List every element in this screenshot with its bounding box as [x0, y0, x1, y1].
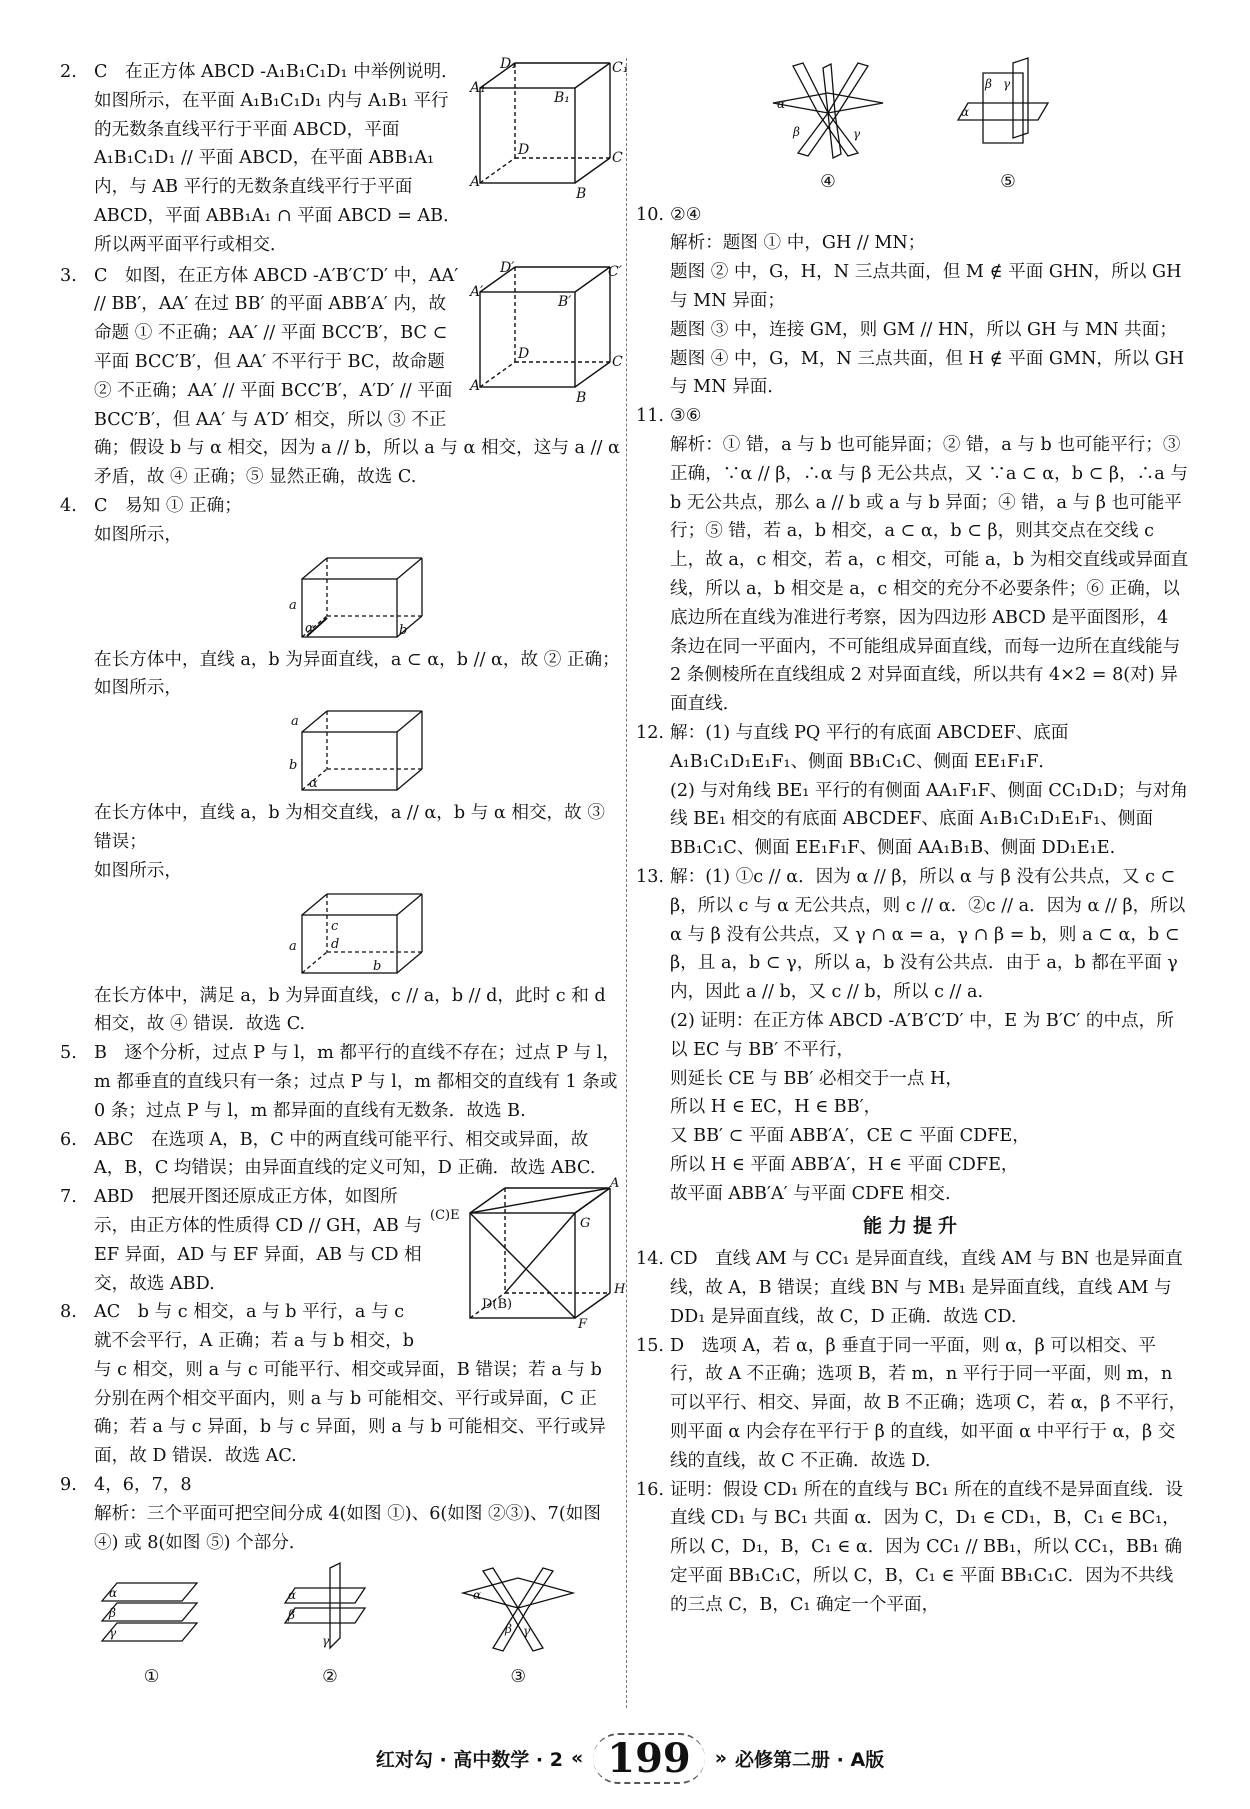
svg-text:C′: C′	[608, 263, 622, 280]
answer-item-2: 2. D₁ C₁ A₁ B₁ D C A B C 在正方体 ABCD -A₁B₁C₁D₁ 中举例说明．如图所示，在平面 A₁B₁C₁D₁ 内与 A₁B₁ 平行的无数条直线平行于平面 ABCD，平面 A₁B₁C₁D₁ // 平面 ABCD，在平面 ABB₁A₁ 内，与 AB 平行的无数条直线平行于平面 ABCD，平面 ABB₁A₁ ∩ 平面 ABCD = AB．所以两平面平行或相交．	[60, 56, 629, 255]
footer-right-quote: »	[714, 1747, 728, 1769]
svg-text:A: A	[610, 1176, 620, 1192]
svg-text:β: β	[505, 1622, 513, 1637]
svg-text:A: A	[470, 377, 481, 394]
item-number: 4.	[60, 495, 77, 516]
item-number: 9.	[60, 1475, 77, 1496]
item-number: 7.	[60, 1187, 77, 1208]
item-number: 12.	[636, 722, 664, 743]
figure-label: ③	[510, 1667, 527, 1688]
svg-text:C₁: C₁	[612, 60, 629, 76]
item-number: 13.	[636, 866, 664, 887]
svg-text:D′: D′	[500, 259, 515, 276]
answer-item-11: 11. ③⑥ 解析：① 错，a 与 b 也可能异面；② 错，a 与 b 也可能平行；③ 正确，∵α // β，∴α 与 β 无公共点，又 ∵a ⊂ α，b ⊂ β，∴a 与 b 无公共点，那么 a // b 或 a 与 b 异面；④ 错，a 与 β 也可能平行；⑤ 错，若 a，b 相交，a ⊂ α，b ⊂ β，则其交点在交线 c 上，故 a，c 相交，若 a，c 相交，可能 a，b 为相交直线或异面直线，所以 a，b 相交是 a，c 相交的充分不必要条件；⑥ 正确，以底边所在直线为准进行考察，因为四边形 ABCD 是平面图形，4 条边在同一平面内，不可能组成异面直线，而每一边所在直线能与 2 条侧棱所在直线组成 2 对异面直线，所以共有 4×2 = 8(对) 异面直线．	[636, 402, 1190, 719]
item-number: 14.	[636, 1249, 664, 1270]
item-number: 2.	[60, 62, 77, 82]
answer-item-7: 7. (C)E A G H D(B) F ABD 把展开图还原成正方体，如图所示，由正方体的性质得 CD // GH，AB 与 EF 异面，AD 与 EF 异面，AB 与 CD 相交，故选 ABD.	[60, 1183, 620, 1298]
svg-text:γ: γ	[1003, 77, 1011, 91]
svg-text:G: G	[580, 1216, 591, 1232]
page-number: 199	[593, 1733, 705, 1784]
cube-figure-2	[470, 259, 623, 417]
footer-left-quote: «	[570, 1747, 584, 1769]
svg-text:B′: B′	[558, 293, 572, 310]
answer-item-14: 14. CD 直线 AM 与 CC₁ 是异面直线，直线 AM 与 BN 也是异面直线，故 A，B 错误；直线 BN 与 MB₁ 是异面直线，直线 AM 与 DD₁ 是异面直线，故 C，D 正确．故选 CD.	[636, 1245, 1190, 1331]
svg-text:B₁: B₁	[554, 90, 570, 106]
planes-figure-5	[953, 58, 1063, 197]
svg-text:a: a	[289, 597, 297, 613]
svg-text:c: c	[331, 918, 339, 934]
svg-text:β: β	[793, 125, 800, 139]
svg-text:β: β	[287, 1608, 295, 1623]
svg-text:B: B	[576, 389, 587, 406]
answer-item-12: 12. 解：(1) 与直线 PQ 平行的有底面 ABCDEF、底面 A₁B₁C₁D₁E₁F₁、侧面 BB₁C₁C、侧面 EE₁F₁F． (2) 与对角线 BE₁ 平行的有侧面 AA₁F₁F、侧面 CC₁D₁D；与对角线 BE₁ 相交的有底面 ABCDEF、底面 A₁B₁C₁D₁E₁F₁、侧面 BB₁C₁C、侧面 EE₁F₁F、侧面 AA₁B₁B、侧面 DD₁E₁E.	[636, 719, 1190, 863]
answer-item-10: 10. ②④ 解析：题图 ① 中，GH // MN； 题图 ② 中，G，H，N 三点共面，但 M ∉ 平面 GHN，所以 GH 与 MN 异面； 题图 ③ 中，连接 GM，则 GM // HN，所以 GH 与 MN 共面； 题图 ④ 中，G，M，N 三点共面，但 H ∉ 平面 GMN，所以 GH 与 MN 异面．	[636, 201, 1190, 403]
svg-text:D₁: D₁	[500, 56, 517, 72]
svg-text:B: B	[576, 186, 587, 202]
item-number: 6.	[60, 1129, 77, 1150]
svg-text:β: β	[985, 77, 992, 91]
cuboid-figure-b	[94, 707, 620, 795]
item-number: 5.	[60, 1043, 77, 1064]
planes-figure-1	[97, 1573, 207, 1692]
svg-text:α: α	[777, 97, 786, 111]
svg-text:d: d	[331, 936, 340, 952]
item-number: 10.	[636, 204, 664, 225]
svg-text:b: b	[373, 958, 382, 974]
svg-text:A′: A′	[470, 283, 484, 300]
figure-label: ④	[820, 171, 836, 192]
svg-text:α: α	[287, 1588, 297, 1603]
item-number: 11.	[636, 406, 664, 427]
planes-figure-3	[453, 1563, 583, 1692]
svg-text:A: A	[470, 174, 481, 190]
footer-book-title: 红对勾 · 高中数学 · 2	[375, 1748, 563, 1771]
svg-text:γ: γ	[853, 127, 861, 141]
cuboid-figure-c	[94, 890, 620, 978]
svg-text:C: C	[612, 150, 623, 166]
svg-text:α: α	[305, 620, 314, 636]
svg-text:b: b	[289, 758, 298, 774]
figure-label: ⑤	[1000, 171, 1016, 192]
cuboid-figure-a	[94, 554, 620, 642]
figure-label: ①	[143, 1667, 160, 1688]
svg-text:(C)E: (C)E	[430, 1208, 460, 1224]
answer-item-13: 13. 解：(1) ①c // α．因为 α // β，所以 α 与 β 没有公共点，又 c ⊂ β，所以 c 与 α 无公共点，则 c // α．②c // a．因为 α // β，所以 α 与 β 没有公共点，又 γ ∩ α = a，γ ∩ β = b，则 a ⊂ α，b ⊂ β，且 a，b ⊂ γ，所以 a，b 没有公共点．由于 a，b 都在平面 γ 内，因此 a // b，又 c // b，所以 c // a. (2) 证明：在正方体 ABCD -A′B′C′D′ 中，E 为 B′C′ 的中点，所以 EC 与 BB′ 不平行， 则延长 CE 与 BB′ 必相交于一点 H， 所以 H ∈ EC，H ∈ BB′， 又 BB′ ⊂ 平面 ABB′A′，CE ⊂ 平面 CDFE， 所以 H ∈ 平面 ABB′A′，H ∈ 平面 CDFE， 故平面 ABB′A′ 与平面 CDFE 相交.	[636, 863, 1190, 1209]
answer-item-15: 15. D 选项 A，若 α，β 垂直于同一平面，则 α，β 可以相交、平行，故 A 不正确；选项 B，若 m，n 平行于同一平面，则 m，n 可以平行、相交、异面，故 B 不正确；选项 C，若 α，β 不平行，则平面 α 内会存在平行于 β 的直线，如平面 α 中平行于 α，β 交线的直线，故 C 不正确．故选 D.	[636, 1332, 1190, 1476]
svg-text:A₁: A₁	[470, 80, 486, 96]
answer-item-3: 3. D′ C′ A′ B′ D C A B C 如图，在正方体 ABCD -A′B′C′D′ 中，AA′ // BB′，AA′ 在过 BB′ 的平面 ABB′A′ 内，故命题 ① 不正确；AA′ // 平面 BCC′B′，BC ⊂ 平面 BCC′B′，但 AA′ 不平行于 BC，故命题 ② 不正确；AA′ // 平面 BCC′B′，A′D′ // 平面 BCC′B′，但 AA′ 与 A′D′ 相交，所以 ③ 不正确；假设 b 与 α 相交，因为 a // b，所以 a 与 α 相交，这与 a // α 矛盾，故 ④ 正确；⑤ 显然正确，故选 C.	[60, 259, 623, 488]
item-number: 16.	[636, 1479, 664, 1500]
svg-text:a: a	[291, 714, 299, 730]
svg-text:C: C	[612, 353, 623, 370]
cube-figure-1	[470, 56, 629, 213]
svg-text:γ: γ	[321, 1634, 330, 1649]
svg-text:a: a	[289, 938, 297, 954]
answer-item-9: 9. 4，6，7，8 解析：三个平面可把空间分成 4(如图 ①)、6(如图 ②③)、7(如图 ④) 或 8(如图 ⑤) 个部分．	[60, 1471, 620, 1557]
answer-item-6: 6. ABC 在选项 A，B，C 中的两直线可能平行、相交或异面，故 A，B，C 均错误；由异面直线的定义可知，D 正确．故选 ABC.	[60, 1126, 620, 1184]
planes-figure-2	[280, 1563, 380, 1692]
figure-label: ②	[322, 1667, 338, 1688]
svg-text:D: D	[518, 142, 530, 158]
column-divider	[626, 58, 627, 1708]
item-number: 8.	[60, 1302, 77, 1323]
svg-text:α: α	[108, 1586, 117, 1601]
left-column	[60, 56, 629, 1692]
svg-text:β: β	[108, 1606, 116, 1621]
svg-text:b: b	[399, 622, 408, 638]
planes-figures-row-2	[636, 58, 1190, 197]
answer-item-8: 8. AC b 与 c 相交，a 与 b 平行，a 与 c 就不会平行，A 正确；若 a 与 b 相交，b 与 c 相交，则 a 与 c 可能平行、相交或异面，B 错误；若 a 与 b 分别在两个相交平面内，则 a 与 b 可能相交、平行或异面，C 正确；若 a 与 c 异面，b 与 c 异面，则 a 与 b 可能相交、平行或异面，故 D 错误．故选 AC.	[60, 1298, 620, 1471]
item-number: 15.	[636, 1335, 664, 1356]
svg-text:α: α	[309, 776, 318, 792]
right-column	[636, 58, 1190, 1620]
answer-item-16: 16. 证明：假设 CD₁ 所在的直线与 BC₁ 所在的直线不是异面直线．设直线 CD₁ 与 BC₁ 共面 α．因为 C，D₁ ∈ CD₁，B，C₁ ∈ BC₁，所以 C，D₁，B，C₁ ∈ α．因为 CC₁ // BB₁，所以 CC₁，BB₁ 确定平面 BB₁C₁C，所以 C，B，C₁ ∈ 平面 BB₁C₁C．因为不共线的三点 C，B，C₁ 确定一个平面，	[636, 1476, 1190, 1620]
planes-figures-row	[60, 1563, 620, 1692]
svg-text:F: F	[578, 1317, 588, 1333]
svg-text:H: H	[614, 1282, 626, 1298]
svg-text:α: α	[473, 1588, 482, 1603]
svg-text:D: D	[518, 345, 530, 362]
answer-item-4: 4. C 易知 ① 正确； 如图所示， a α b 在长方体中，直线 a，b 为异面直线，a ⊂ α，b // α，故 ② 正确； 如图所示， a b α 在长方体中，直线 a，b 为相交直线，a // α，b 与 α 相交，故 ③ 错误； 如图所示， c d a b 在长方体中，满足 a，b 为异面直线，c // a，b // d，此时 c 和 d 相交，故 ④ 错误．故选 C.	[60, 492, 620, 1039]
section-title: 能力提升	[862, 1215, 963, 1238]
footer-edition: 必修第二册 · A版	[735, 1748, 885, 1771]
planes-figure-4	[763, 58, 893, 197]
answer-item-5: 5. B 逐个分析，过点 P 与 l，m 都平行的直线不存在；过点 P 与 l，m 都垂直的直线只有一条；过点 P 与 l，m 都相交的直线有 1 条或 0 条；过点 P 与 l，m 都异面的直线有无数条．故选 B.	[60, 1039, 620, 1125]
svg-text:γ: γ	[108, 1626, 116, 1641]
svg-text:γ: γ	[523, 1624, 531, 1639]
page-footer	[330, 1728, 930, 1788]
svg-text:α: α	[961, 105, 970, 119]
item-number: 3.	[60, 265, 77, 286]
svg-text:D(B): D(B)	[482, 1297, 513, 1313]
